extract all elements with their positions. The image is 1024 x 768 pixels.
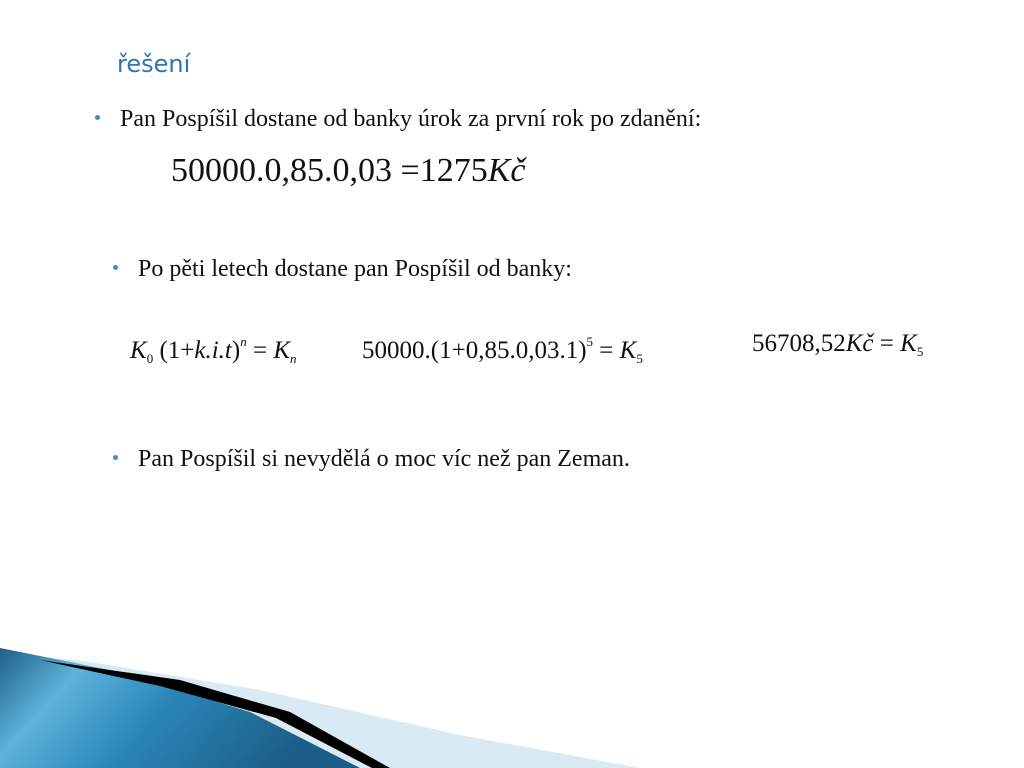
formula-2-plus: + (180, 337, 195, 364)
bullet-dot-icon (113, 265, 118, 270)
slide-title: řešení (117, 50, 191, 78)
formula-3-plus: + (451, 337, 466, 364)
wave-pale-band (0, 652, 640, 768)
formula-1-eq: = (400, 152, 420, 189)
formula-2-open: (1 (159, 337, 181, 364)
formula-2-rhs-sub: n (290, 351, 297, 366)
formula-2-k-sub: 0 (146, 351, 154, 366)
formula-2-rhs: K (273, 337, 290, 364)
formula-2-k: K (130, 337, 147, 364)
formula-2-close: ) (231, 337, 241, 364)
wave-blue-band (0, 648, 360, 768)
bullet-text-3: Pan Pospíšil si nevydělá o moc víc než pan Zeman. (138, 446, 630, 472)
bullet-dot-icon (95, 115, 100, 120)
formula-interest-first-year (171, 152, 525, 190)
bullet-item-1 (95, 106, 701, 133)
formula-result (752, 330, 923, 360)
formula-general (130, 334, 297, 367)
formula-3-eq: = (599, 337, 614, 364)
formula-1-value: 1275 (419, 152, 488, 189)
formula-2-kit: k.i.t (194, 337, 232, 364)
formula-3-mid: 0,85.0,03.1) (465, 337, 587, 364)
formula-4-value: 56708,52 (752, 330, 846, 357)
bullet-dot-icon (113, 455, 118, 460)
formula-1-unit: Kč (487, 152, 526, 189)
formula-1-lhs: 50000.0,85.0,03 (171, 152, 392, 189)
formula-4-eq: = (879, 330, 894, 357)
formula-4-rhs: K (900, 330, 917, 357)
formula-substituted (362, 334, 643, 367)
formula-3-rhs-sub: 5 (636, 351, 643, 366)
bullet-text-1: Pan Pospíšil dostane od banky úrok za první rok po zdanění: (120, 106, 702, 132)
bullet-item-3 (113, 446, 630, 473)
formula-4-rhs-sub: 5 (916, 344, 924, 359)
wave-black-stripe (40, 660, 390, 768)
bullet-item-2 (113, 256, 572, 283)
formula-3-exp: 5 (586, 334, 594, 349)
formula-2-eq: = (252, 337, 268, 364)
formula-3-rhs: K (619, 337, 637, 364)
bullet-text-2: Po pěti letech dostane pan Pospíšil od banky: (138, 256, 572, 282)
formula-4-unit: Kč (845, 330, 874, 357)
formula-3-lhs: 50000.(1 (362, 337, 452, 364)
formula-2-exp: n (240, 334, 247, 349)
